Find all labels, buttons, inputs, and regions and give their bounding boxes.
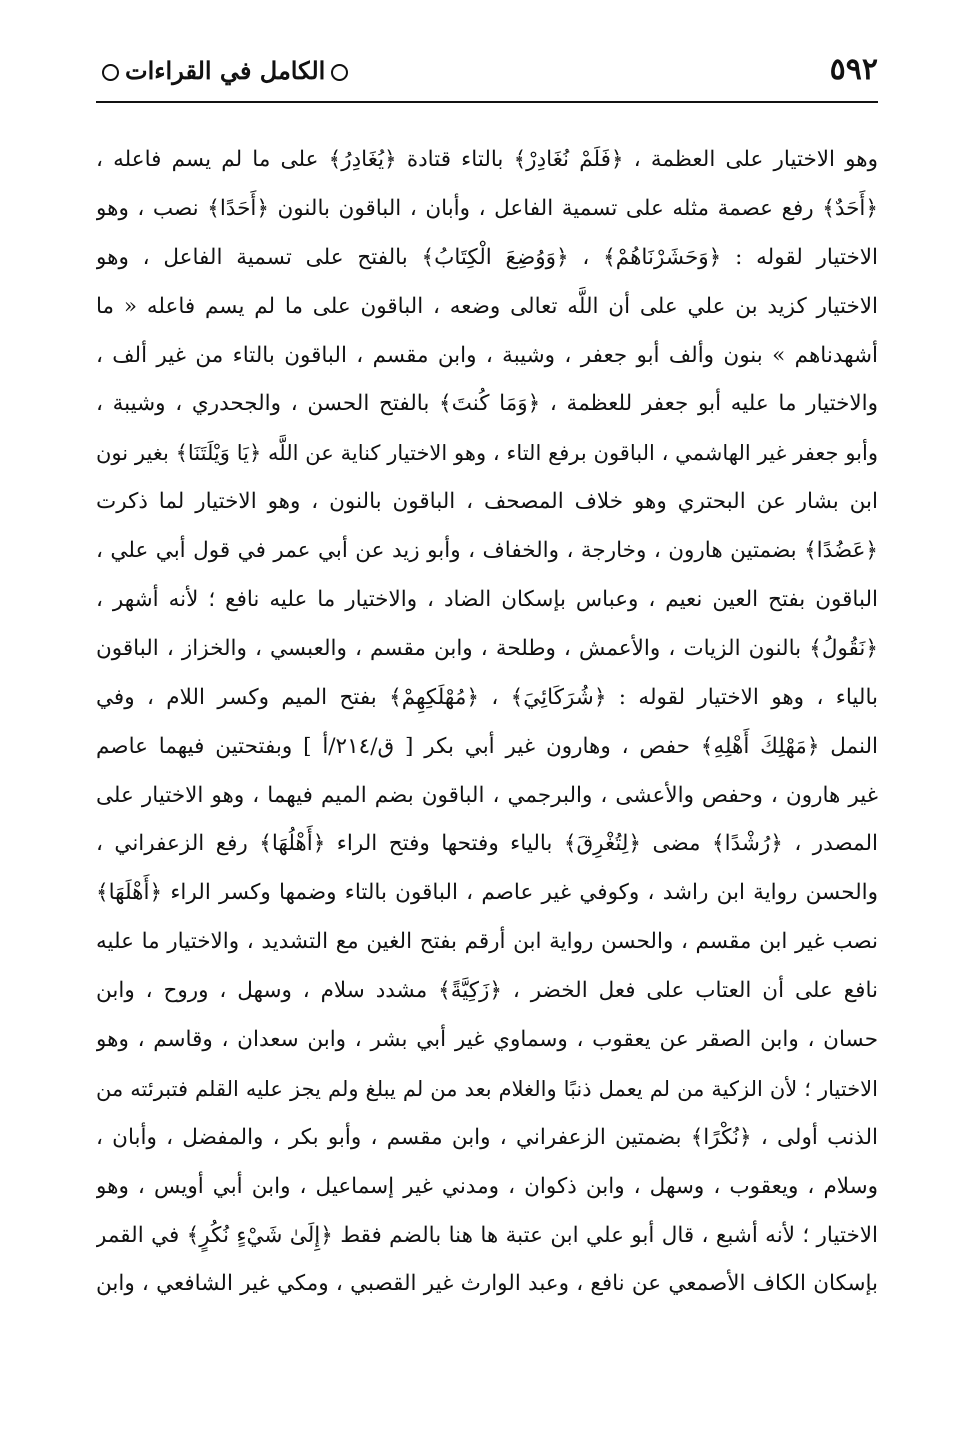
text-line: ﴿نَقُولُ﴾ بالنون الزيات ، والأعمش ، وطلحة ، وابن مقسم ، والعبسي ، والخزاز ، الباقون	[96, 635, 878, 661]
text-line: ﴿عَضُدًا﴾ بضمتين هارون ، وخارجة ، والخفاف ، وأبو زيد عن أبي عمر في قول أبي علي ،	[96, 538, 878, 564]
header-divider	[96, 101, 878, 103]
text-line: ﴿أَحَدٌ﴾ رفع عصمة مثله على تسمية الفاعل ، وأبان ، الباقون بالنون ﴿أَحَدًا﴾ نصب ، وهو	[96, 195, 878, 221]
text-line: وهو الاختيار على العظمة ، ﴿فَلَمْ نُغَادِرْ﴾ بالتاء قتادة ﴿يُغَادِرُ﴾ على ما لم يسم فاعله ،	[96, 147, 878, 172]
circle-ornament-icon	[102, 64, 119, 81]
text-line: غير هارون ، وحفص والأعشى ، والبرجمي ، الباقون بضم الميم فيهما ، وهو الاختيار على	[96, 782, 878, 808]
text-line: وسلام ، ويعقوب ، وسهل ، وابن ذكوان ، ومدني غير إسماعيل ، وابن أبي أويس ، وهو	[96, 1173, 878, 1199]
text-line: نصب غير ابن مقسم ، والحسن رواية ابن أرقم بفتح الغين مع التشديد ، والاختيار ما عليه	[96, 929, 878, 955]
text-line: الذنب أولى ، ﴿نُكْرًا﴾ بضمتين الزعفراني ، وابن مقسم ، وأبو بكر ، والمفضل ، وأبان ،	[96, 1124, 878, 1150]
text-line: الاختيار ؛ لأن الزكية من لم يعمل ذنبًا والغلام بعد من لم يبلغ ولم يجز عليه القلم فتبرئته من	[96, 1076, 878, 1101]
text-line: أشهدناهم » بنون وألف أبو جعفر ، وشيبة ، وابن مقسم ، الباقون بالتاء من غير ألف ،	[96, 342, 878, 368]
text-line: بالياء ، وهو الاختيار لقوله : ﴿شُرَكَائِيَ﴾ ، ﴿مُهْلَكِهِمْ﴾ بفتح الميم وكسر اللام ، وفي	[96, 684, 878, 710]
text-line: المصدر ، ﴿رُشْدًا﴾ مضى ﴿لِتُغْرِقَ﴾ بالياء وفتحها وفتح الراء ﴿أَهْلُهَا﴾ رفع الزعفراني ،	[96, 831, 878, 857]
text-line: الاختيار ؛ لأنه أشبع ، قال أبو علي ابن عتبة ها هنا بالضم فقط ﴿إِلَىٰ شَيْءٍ نُكُرٍ﴾ في القمر	[96, 1222, 878, 1248]
page-header	[96, 52, 878, 96]
text-line: والاختيار ما عليه أبو جعفر للعظمة ، ﴿وَمَا كُنتَ﴾ بالفتح الحسن ، والجحدري ، وشيبة ،	[96, 391, 878, 417]
circle-ornament-icon	[331, 64, 348, 81]
text-line: وأبو جعفر غير الهاشمي ، الباقون برفع التاء ، وهو الاختيار كناية عن اللَّه ﴿يَا وَيْلَتَنَا﴾ بغير نون	[96, 441, 878, 466]
text-line: الاختيار لقوله : ﴿وَحَشَرْنَاهُمْ﴾ ، ﴿وَوُضِعَ الْكِتَابُ﴾ بالفتح على تسمية الفاعل ، وهو	[96, 244, 878, 270]
text-line: بإسكان الكاف الأصمعي عن نافع ، وعبد الوارث غير القصبي ، ومكي غير الشافعي ، وابن	[96, 1271, 878, 1297]
text-line: الاختيار كزيد بن علي على أن اللَّه تعالى وضعه ، الباقون على ما لم يسم فاعله « ما	[96, 293, 878, 319]
page-number: ٥٩٢	[829, 52, 878, 87]
running-title-text: الكامل في القراءات	[125, 56, 326, 85]
text-line: الباقون بفتح العين نعيم ، وعباس بإسكان الضاد ، والاختيار ما عليه نافع ؛ لأنه أشهر ،	[96, 587, 878, 613]
body-text	[96, 136, 878, 1309]
text-line: النمل ﴿مَهْلِكَ أَهْلِهِ﴾ حفص ، وهارون غير أبي بكر [ ق/٢١٤/أ ] وبفتحتين فيهما عاصم	[96, 733, 878, 759]
text-line: والحسن رواية ابن راشد ، وكوفي غير عاصم ، الباقون بالتاء وضمها وكسر الراء ﴿أَهْلَهَا﴾	[96, 880, 878, 906]
text-line: حسان ، وابن الصقر عن يعقوب ، وسماوي غير أبي بشر ، وابن سعدان ، وقاسم ، وهو	[96, 1027, 878, 1053]
text-line: نافع على أن العتاب على فعل الخضر ، ﴿زَكِيَّةً﴾ مشدد سلام ، وسهل ، وروح ، وابن	[96, 978, 878, 1004]
running-title	[96, 56, 354, 85]
text-line: ابن بشار عن البحتري وهو خلاف المصحف ، الباقون بالنون ، وهو الاختيار لما ذكرت	[96, 489, 878, 515]
